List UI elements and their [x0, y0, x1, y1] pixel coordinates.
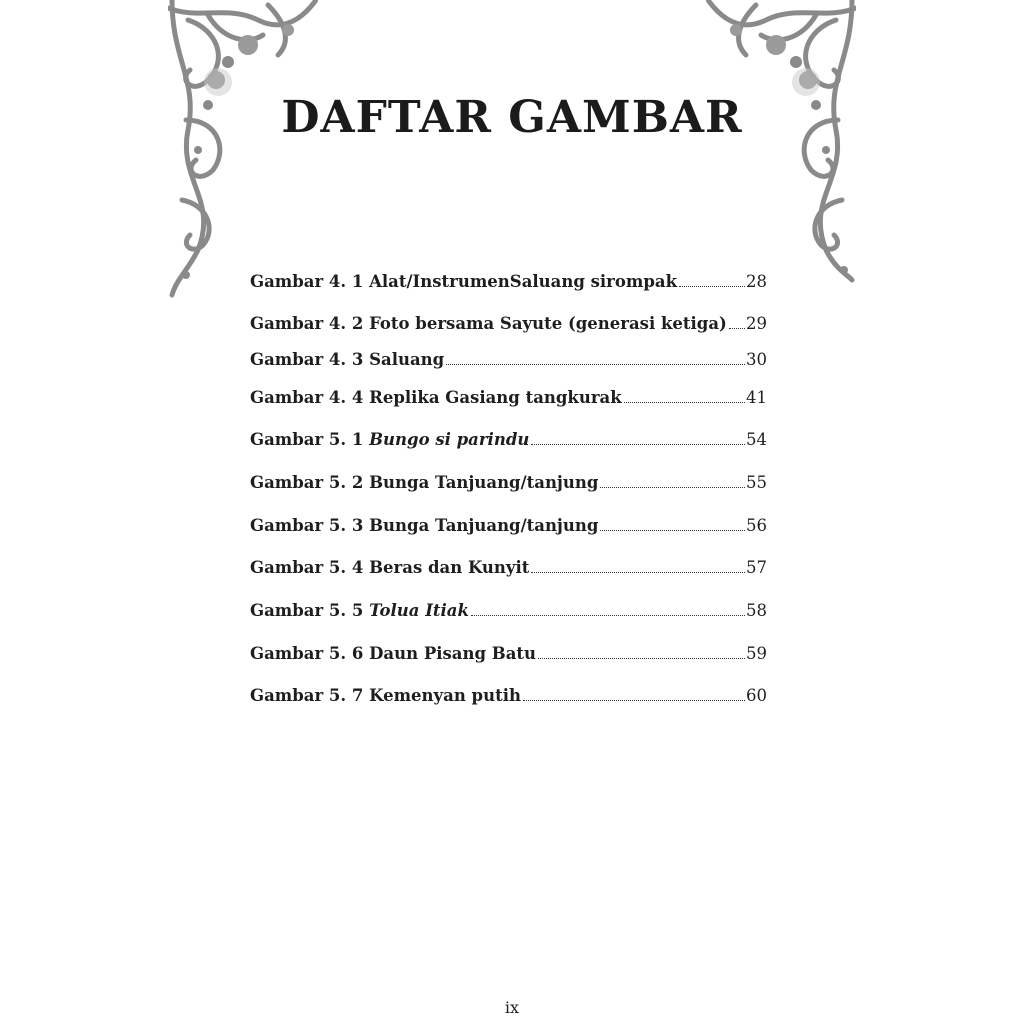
- figure-title: Bungo si parindu: [369, 430, 530, 449]
- dot-leader: [624, 402, 745, 403]
- figure-number: Gambar 4. 2: [250, 314, 370, 333]
- toc-entry[interactable]: [250, 558, 767, 577]
- figure-title: Tolua Itiak: [369, 601, 469, 620]
- toc-page-number: 30: [746, 350, 767, 369]
- figure-title: Foto bersama Sayute (generasi ketiga): [369, 314, 727, 333]
- toc-entry[interactable]: [250, 430, 767, 449]
- toc-page-number: 29: [746, 314, 767, 333]
- dot-leader: [600, 487, 745, 488]
- toc-entry[interactable]: [250, 350, 767, 369]
- toc-entry-label: [250, 272, 677, 291]
- toc-page-number: 56: [746, 516, 767, 535]
- dot-leader: [729, 328, 745, 329]
- dot-leader: [538, 658, 745, 659]
- toc-page-number: 28: [746, 272, 767, 291]
- figure-title: Replika Gasiang tangkurak: [369, 388, 622, 407]
- figure-title: Beras dan Kunyit: [369, 558, 530, 577]
- dot-leader: [471, 615, 745, 616]
- toc-page-number: 55: [746, 473, 767, 492]
- toc-entry-label: [250, 350, 444, 369]
- toc-entry[interactable]: [250, 516, 767, 535]
- toc-page-number: 54: [746, 430, 767, 449]
- figure-title: Kemenyan putih: [369, 686, 521, 705]
- toc-entry-label: [250, 430, 529, 449]
- figure-title: Alat/InstrumenSaluang sirompak: [369, 272, 678, 291]
- dot-leader: [531, 572, 745, 573]
- figure-number: Gambar 5. 1: [250, 430, 370, 449]
- toc-entry-label: [250, 601, 469, 620]
- toc-entry[interactable]: [250, 388, 767, 407]
- figure-title: Bunga Tanjuang/tanjung: [369, 516, 599, 535]
- toc-page-number: 59: [746, 644, 767, 663]
- toc-entry-label: [250, 473, 598, 492]
- dot-leader: [600, 530, 745, 531]
- toc-entry[interactable]: [250, 473, 767, 492]
- toc-entry-label: [250, 388, 622, 407]
- figure-number: Gambar 4. 4: [250, 388, 370, 407]
- page-title: DAFTAR GAMBAR: [281, 92, 743, 143]
- dot-leader: [446, 364, 745, 365]
- figure-number: Gambar 5. 7: [250, 686, 370, 705]
- toc-page-number: 60: [746, 686, 767, 705]
- top-left-swirl-ornament: [168, 0, 318, 70]
- toc-entry-label: [250, 558, 529, 577]
- toc-entry[interactable]: [250, 644, 767, 663]
- figure-number: Gambar 4. 3: [250, 350, 370, 369]
- toc-entry-label: [250, 686, 521, 705]
- dot-leader: [531, 444, 745, 445]
- figure-number: Gambar 5. 4: [250, 558, 370, 577]
- figure-title: Saluang: [369, 350, 445, 369]
- figure-title: Bunga Tanjuang/tanjung: [369, 473, 599, 492]
- figure-number: Gambar 5. 6: [250, 644, 370, 663]
- toc-entry[interactable]: [250, 686, 767, 705]
- dot-leader: [523, 700, 745, 701]
- toc-entry-label: [250, 516, 598, 535]
- page-number: ix: [504, 998, 520, 1017]
- toc-entry[interactable]: [250, 601, 767, 620]
- figure-number: Gambar 5. 3: [250, 516, 370, 535]
- figure-title: Daun Pisang Batu: [369, 644, 537, 663]
- figure-number: Gambar 5. 2: [250, 473, 370, 492]
- document-page: [168, 0, 856, 1024]
- top-right-swirl-ornament: [706, 0, 856, 70]
- figure-number: Gambar 5. 5: [250, 601, 370, 620]
- toc-entry[interactable]: [250, 314, 767, 333]
- toc-page-number: 58: [746, 601, 767, 620]
- toc-entry-label: [250, 644, 536, 663]
- dot-leader: [679, 286, 745, 287]
- toc-page-number: 41: [746, 388, 767, 407]
- toc-entry-label: [250, 314, 727, 333]
- toc-page-number: 57: [746, 558, 767, 577]
- figure-number: Gambar 4. 1: [250, 272, 370, 291]
- toc-entry[interactable]: [250, 272, 767, 291]
